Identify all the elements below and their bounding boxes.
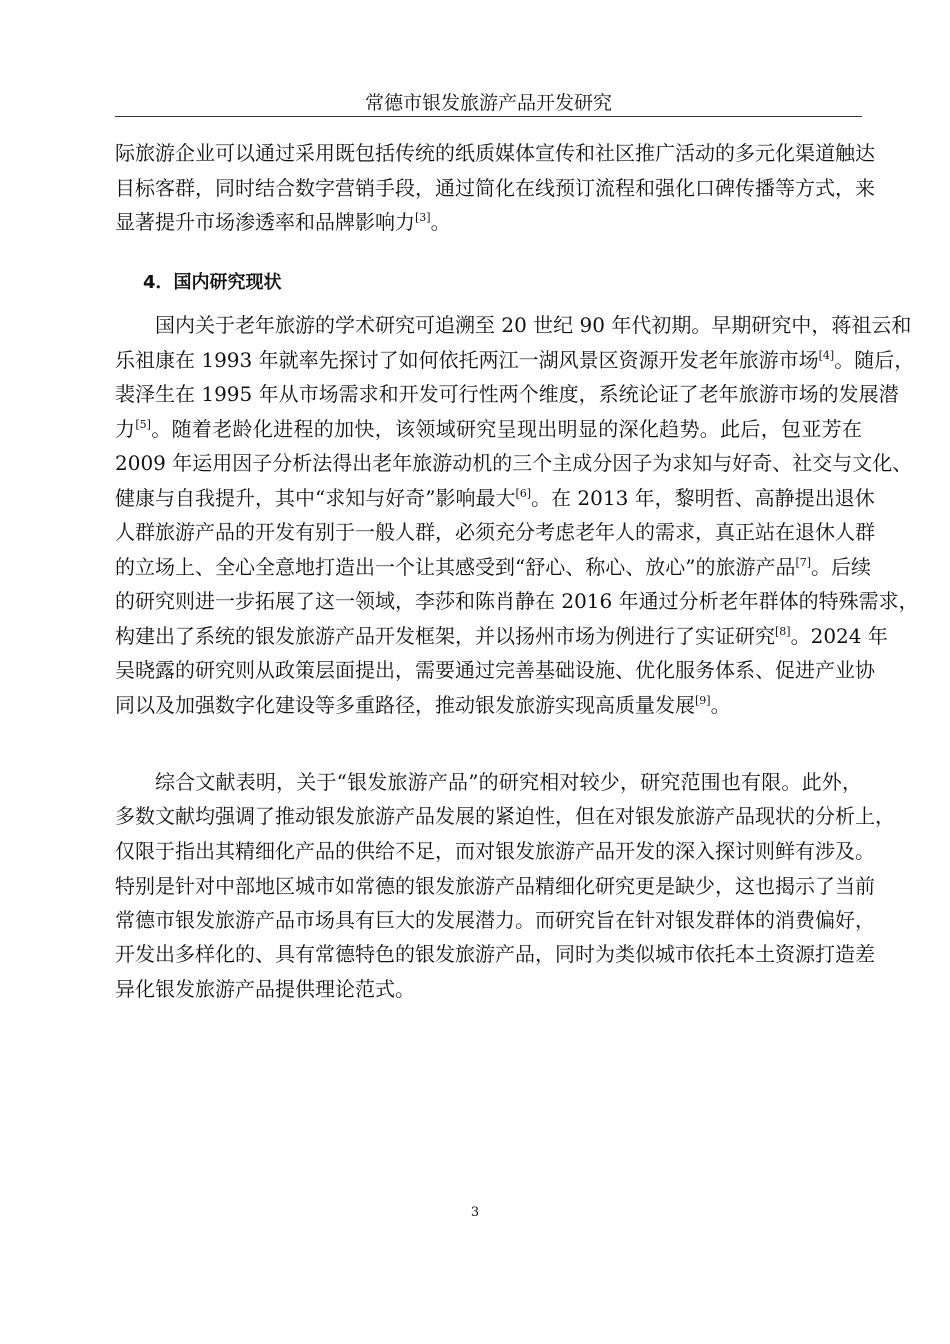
text-run: 构建出了系统的银发旅游产品开发框架，并以扬州市场为例进行了实证研究 [115, 624, 775, 648]
citation-ref: [9] [695, 694, 711, 707]
page-number: 3 [470, 1205, 480, 1220]
text-run: 。后续 [811, 555, 872, 579]
text-run: 人群旅游产品的开发有别于一般人群，必须充分考虑老年人的需求，真正站在退休人群 [115, 520, 875, 544]
text-run: 际旅游企业可以通过采用既包括传统的纸质媒体宣传和社区推广活动的多元化渠道触达 [115, 141, 875, 165]
header-rule [115, 116, 862, 117]
paragraph-line [115, 209, 862, 235]
paragraph-line [115, 140, 875, 166]
text-run: 。在 2013 年，黎明哲、高静提出退休 [531, 486, 875, 510]
text-run: 常德市银发旅游产品市场具有巨大的发展潜力。而研究旨在针对银发群体的消费偏好， [115, 908, 875, 932]
paragraph-line [115, 175, 875, 201]
paragraph-line [115, 838, 875, 864]
paragraph-line [155, 312, 912, 338]
text-run: 。 [710, 693, 731, 717]
citation-ref: [4] [818, 349, 835, 362]
paragraph-line [115, 519, 875, 545]
citation-ref: [7] [795, 556, 812, 569]
text-run: 仅限于指出其精细化产品的供给不足，而对银发旅游产品开发的深入探讨则鲜有涉及。 [115, 839, 875, 863]
text-run: 多数文献均强调了推动银发旅游产品发展的紧迫性，但在对银发旅游产品现状的分析上， [115, 804, 895, 828]
running-header: 常德市银发旅游产品开发研究 [364, 92, 612, 114]
section-heading: 4．国内研究现状 [143, 272, 282, 293]
text-run: 。 [430, 210, 451, 234]
paragraph-line [115, 941, 875, 967]
text-run: 吴晓露的研究则从政策层面提出，需要通过完善基础设施、优化服务体系、促进产业协 [115, 658, 875, 682]
text-run: 裴泽生在 1995 年从市场需求和开发可行性两个维度，系统论证了老年旅游市场的发展潜 [115, 382, 899, 406]
paragraph-line [115, 623, 888, 649]
text-run: 目标客群，同时结合数字营销手段，通过简化在线预订流程和强化口碑传播等方式，来 [115, 176, 875, 200]
paragraph-line [115, 347, 915, 373]
paragraph-line [115, 907, 875, 933]
text-run: 国内关于老年旅游的学术研究可追溯至 20 世纪 90 年代初期。早期研究中，蒋祖云和 [155, 313, 912, 337]
paragraph-line [115, 381, 899, 407]
paragraph-line [115, 873, 875, 899]
paragraph-line [115, 450, 913, 476]
paragraph-line [115, 803, 895, 829]
citation-ref: [8] [775, 625, 791, 638]
paragraph-line [115, 588, 919, 614]
text-run: 开发出多样化的、具有常德特色的银发旅游产品，同时为类似城市依托本土资源打造差 [115, 942, 875, 966]
paragraph-line [115, 416, 862, 442]
paragraph-line [155, 769, 862, 795]
text-run: 。随后， [834, 348, 915, 372]
text-run: 同以及加强数字化建设等多重路径，推动银发旅游实现高质量发展 [115, 693, 695, 717]
text-run: 力 [115, 417, 136, 441]
text-run: 特别是针对中部地区城市如常德的银发旅游产品精细化研究更是缺少，这也揭示了当前 [115, 874, 875, 898]
paragraph-line [115, 554, 872, 580]
text-run: 的研究则进一步拓展了这一领域，李莎和陈肖静在 2016 年通过分析老年群体的特殊需求， [115, 589, 919, 613]
citation-ref: [6] [515, 487, 532, 500]
text-run: 显著提升市场渗透率和品牌影响力 [115, 210, 415, 234]
text-run: 乐祖康在 1993 年就率先探讨了如何依托两江一湖风景区资源开发老年旅游市场 [115, 348, 819, 372]
paragraph-line [115, 692, 862, 718]
citation-ref: [3] [415, 211, 431, 224]
citation-ref: [5] [135, 418, 151, 431]
text-run: 2009 年运用因子分析法得出老年旅游动机的三个主成分因子为求知与好奇、社交与文化、 [115, 451, 913, 475]
paragraph-line [115, 485, 875, 511]
text-run: 健康与自我提升，其中“求知与好奇”影响最大 [115, 486, 516, 510]
text-run: 。随着老龄化进程的加快，该领域研究呈现出明显的深化趋势。此后，包亚芳在 [150, 417, 863, 441]
text-run: 异化银发旅游产品提供理论范式。 [115, 977, 415, 1001]
text-run: 的立场上、全心全意地打造出一个让其感受到“舒心、称心、放心”的旅游产品 [115, 555, 796, 579]
text-run: 。2024 年 [790, 624, 888, 648]
paragraph-line [115, 976, 862, 1002]
paragraph-line [115, 657, 875, 683]
text-run: 综合文献表明，关于“银发旅游产品”的研究相对较少，研究范围也有限。此外， [155, 770, 862, 794]
